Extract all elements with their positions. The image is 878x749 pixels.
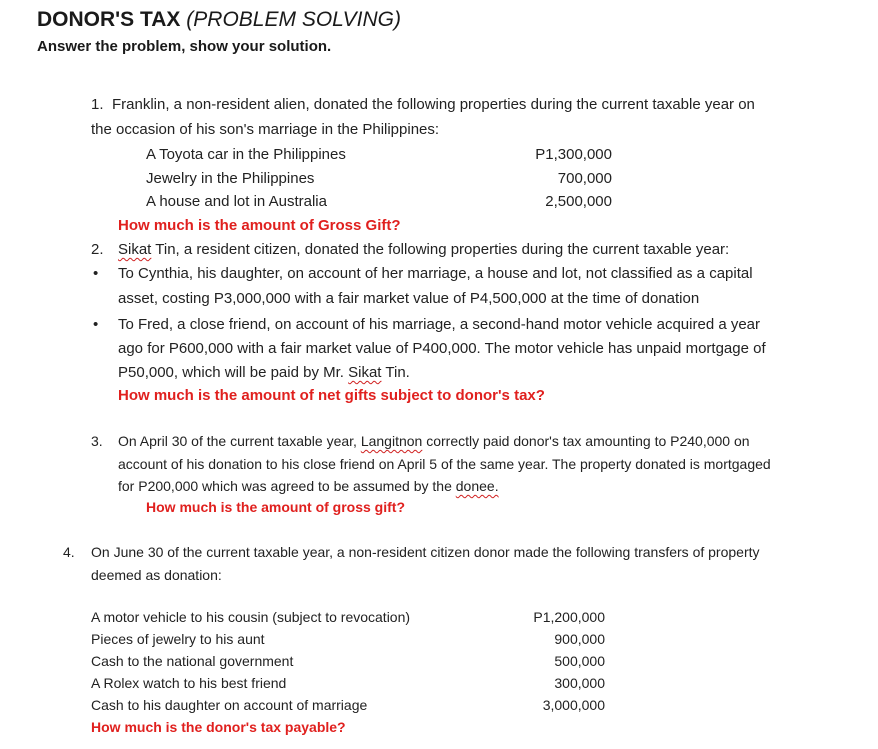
p2-question: How much is the amount of net gifts subject to donor's tax? [118,387,545,404]
p1-line2: the occasion of his son's marriage in the Philippines: [91,121,440,138]
p2-b1-line1: To Cynthia, his daughter, on account of her marriage, a house and lot, not classified as a capital [118,265,753,282]
p2-b1-line2: asset, costing P3,000,000 with a fair market value of P4,500,000 at the time of donation [118,290,700,307]
title-sub: (PROBLEM SOLVING) [186,8,402,31]
bullet-icon: • [93,265,99,282]
p4-item-label: A Rolex watch to his best friend [91,675,287,691]
p4-item-label: Pieces of jewelry to his aunt [91,631,265,647]
p4-line2: deemed as donation: [91,567,222,583]
bullet-icon: • [93,316,99,333]
p3-question: How much is the amount of gross gift? [146,499,405,515]
p2-number: 2. [91,241,104,258]
p4-line1: On June 30 of the current taxable year, a non-resident citizen donor made the following transfers of property [91,544,760,560]
p3-line3 [118,478,499,494]
p3-line1 [118,433,750,449]
p4-item-label: Cash to his daughter on account of marriage [91,697,368,713]
p3-line1-post: correctly paid donor's tax amounting to P240,000 on [422,433,750,449]
p1-question: How much is the amount of Gross Gift? [118,217,401,234]
p4-item-amount: 3,000,000 [542,697,605,713]
p1-item-amount: P1,300,000 [535,146,612,163]
p3-number: 3. [91,433,103,449]
p4-item-amount: 300,000 [554,675,605,691]
p1-line1: Franklin, a non-resident alien, donated the following properties during the current taxable year on [112,96,755,113]
p2-b2-line3-pre: P50,000, which will be paid by Mr. [118,364,349,381]
p4-question: How much is the donor's tax payable? [91,719,346,735]
p4-item-amount: 900,000 [554,631,605,647]
p4-item-amount: P1,200,000 [533,609,605,625]
p3-name: Langitnon [360,433,423,449]
p2-b2-name: Sikat [348,364,382,381]
p1-item-label: A Toyota car in the Philippines [146,146,346,163]
p3-line3-pre: for P200,000 which was agreed to be assumed by the [118,478,456,494]
p1-item-amount: 700,000 [557,170,612,187]
p3-line1-pre: On April 30 of the current taxable year, [118,433,361,449]
instruction: Answer the problem, show your solution. [37,38,332,55]
p4-number: 4. [63,544,75,560]
p2-intro [118,241,729,258]
p2-b2-line2: ago for P600,000 with a fair market value of P400,000. The motor vehicle has unpaid mortgage of [118,340,766,357]
p4-item-label: A motor vehicle to his cousin (subject to revocation) [91,609,411,625]
p2-b2-line1: To Fred, a close friend, on account of his marriage, a second-hand motor vehicle acquired a year [118,316,761,333]
p1-item-amount: 2,500,000 [545,193,612,210]
p2-intro-text: Tin, a resident citizen, donated the following properties during the current taxable year: [151,241,730,258]
p1-item-label: Jewelry in the Philippines [146,170,315,187]
p1-number: 1. [91,96,104,113]
title-main: DONOR'S TAX [37,8,181,31]
p2-b2-line3 [118,364,410,381]
p4-item-label: Cash to the national government [91,653,294,669]
p1-item-label: A house and lot in Australia [146,193,327,210]
p3-line2: account of his donation to his close friend on April 5 of the same year. The property donated is mortgaged [118,456,771,472]
p4-item-amount: 500,000 [554,653,605,669]
p3-donee-word: donee. [455,478,499,494]
p2-name: Sikat [118,241,152,258]
p2-b2-line3-post: Tin. [381,364,410,381]
page-title [37,8,401,32]
